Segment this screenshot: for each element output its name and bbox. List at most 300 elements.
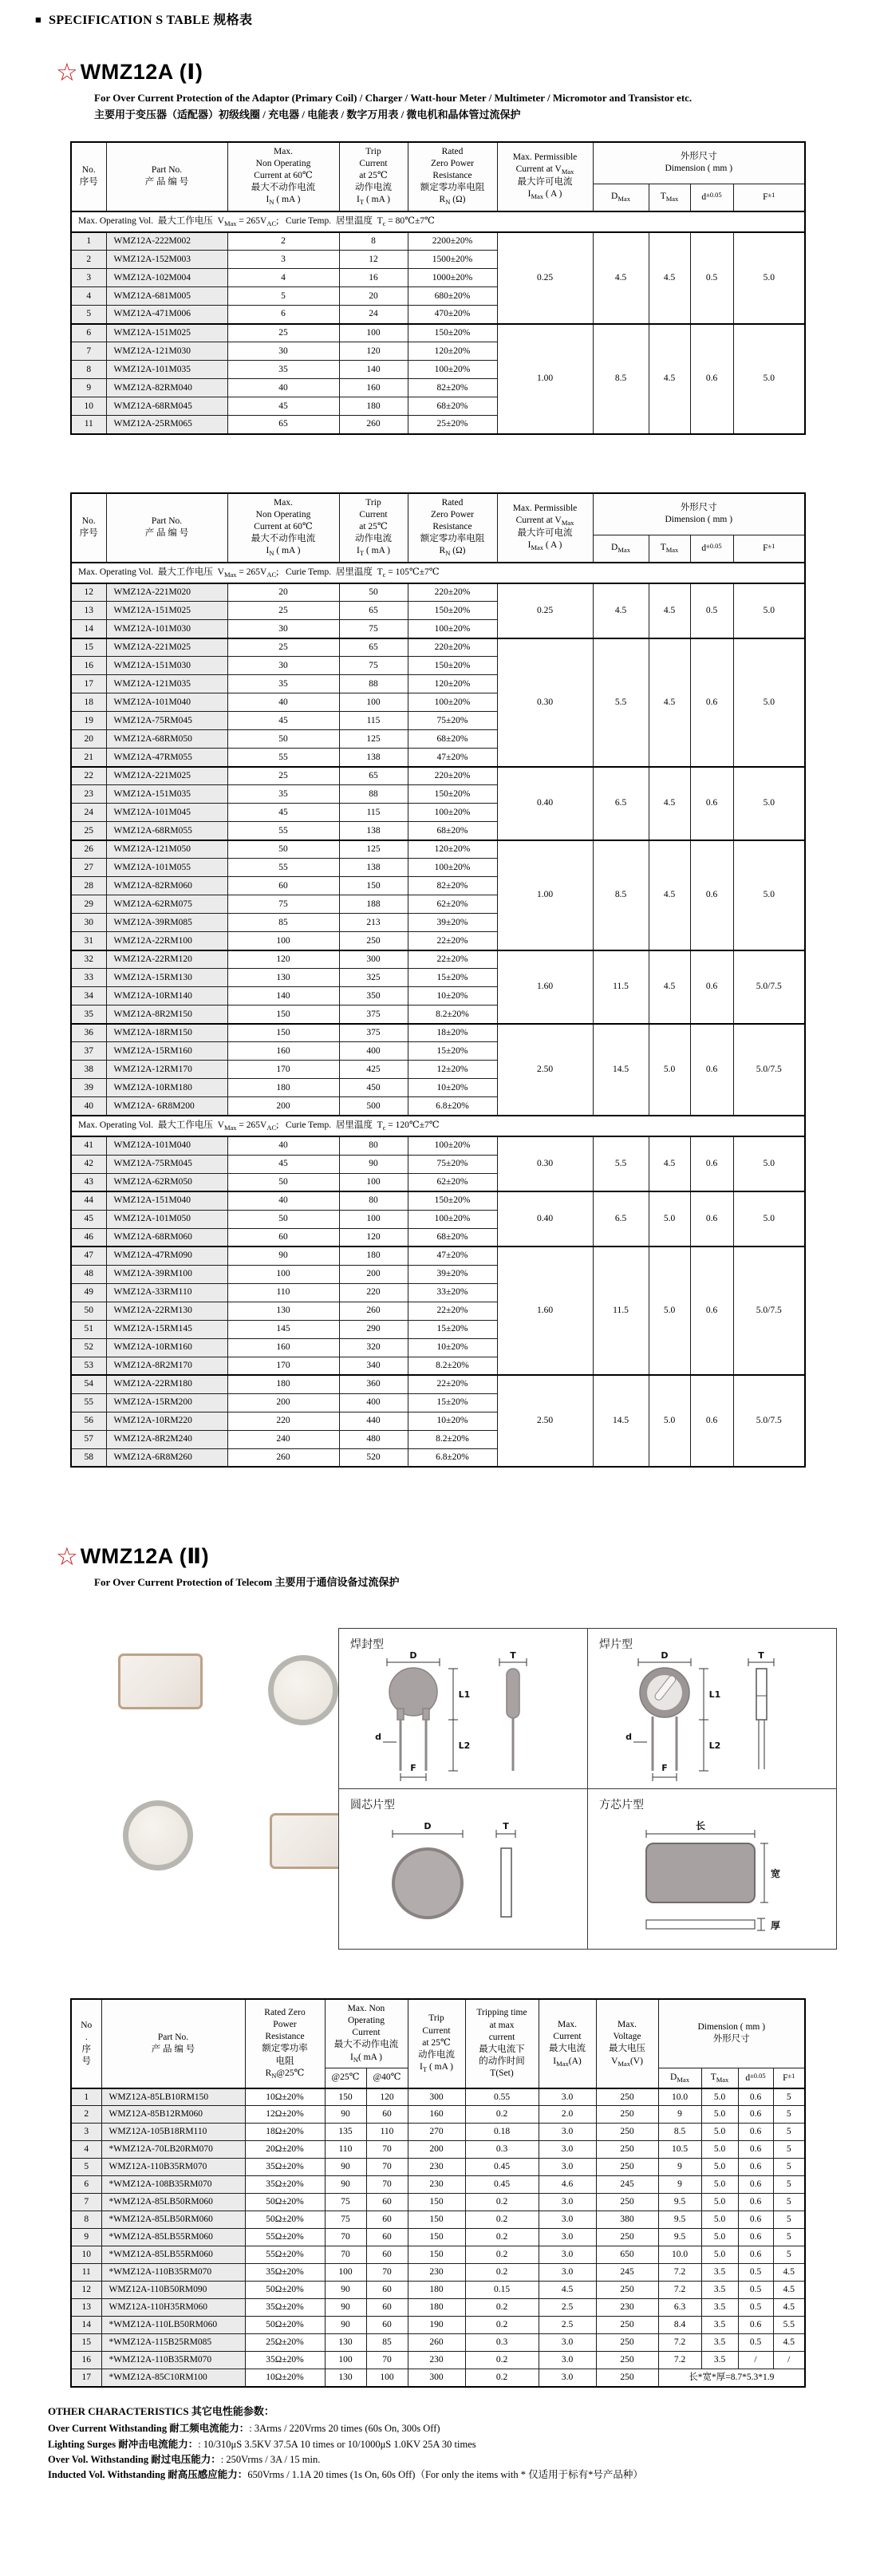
cell: 80 bbox=[339, 1191, 408, 1210]
row-no: 53 bbox=[71, 1357, 106, 1375]
cell: 75±20% bbox=[408, 712, 497, 730]
cell: 5 bbox=[773, 2211, 805, 2229]
table-row bbox=[71, 2229, 805, 2246]
merged-cell: 0.6 bbox=[690, 1191, 733, 1247]
table-row bbox=[71, 2352, 805, 2369]
cell: 50Ω±20% bbox=[245, 2211, 325, 2229]
part-no: WMZ12A-101M050 bbox=[106, 1210, 227, 1228]
part-no: WMZ12A-75RM045 bbox=[106, 1155, 227, 1173]
merged-cell: 0.6 bbox=[690, 1136, 733, 1191]
row-no: 46 bbox=[71, 1228, 106, 1247]
cell: 88 bbox=[339, 785, 408, 804]
cell: 25 bbox=[227, 324, 339, 342]
cell: 22±20% bbox=[408, 950, 497, 969]
part-no: WMZ12A-82RM040 bbox=[106, 379, 227, 397]
part-no: WMZ12A-39RM085 bbox=[106, 914, 227, 932]
cell: 65 bbox=[339, 602, 408, 620]
cell: 4.5 bbox=[539, 2282, 596, 2299]
col-at-40c: @40℃ bbox=[366, 2068, 408, 2088]
square-bullet-icon: ■ bbox=[35, 14, 42, 26]
merged-cell: 5.0/7.5 bbox=[733, 1247, 805, 1375]
cell: 68±20% bbox=[408, 397, 497, 416]
cell: 70 bbox=[366, 2176, 408, 2194]
part-no: WMZ12A-15RM200 bbox=[106, 1393, 227, 1412]
part-no: WMZ12A-101M035 bbox=[106, 361, 227, 379]
col-at-25c: @25℃ bbox=[325, 2068, 366, 2088]
part-no: *WMZ12A-85LB55RM060 bbox=[101, 2229, 245, 2246]
cell: 0.5 bbox=[738, 2282, 773, 2299]
cell: 40 bbox=[227, 379, 339, 397]
cell: 3.0 bbox=[539, 2334, 596, 2352]
cell: 8.5 bbox=[658, 2124, 701, 2141]
cell: / bbox=[738, 2352, 773, 2369]
row-no: 34 bbox=[71, 987, 106, 1006]
cell: 170 bbox=[227, 1061, 339, 1079]
spec-document bbox=[0, 10, 876, 2483]
col-rated-resistance: Rated Zero Power Resistance 额定零功率 电阻 $R_N@25℃$ bbox=[245, 1999, 325, 2088]
row-no: 52 bbox=[71, 1338, 106, 1357]
row-no: 29 bbox=[71, 895, 106, 914]
row-no: 17 bbox=[71, 2369, 101, 2387]
cell: 2200±20% bbox=[408, 232, 497, 251]
part-no: WMZ12A-62RM075 bbox=[106, 895, 227, 914]
cell: 250 bbox=[596, 2282, 658, 2299]
part-no: WMZ12A-22RM120 bbox=[106, 950, 227, 969]
section2-desc: For Over Current Protection of Telecom 主要用于通信设备过流保护 bbox=[94, 1576, 400, 1589]
cell: 70 bbox=[366, 2264, 408, 2282]
cell: 680±20% bbox=[408, 287, 497, 306]
row-no: 24 bbox=[71, 804, 106, 822]
table-note: Max. Operating Vol. 最大工作电压 $V_{Max} = 265V_{AC}$; Curie Temp. 居里温度 $T_c$ = 80℃±7℃ bbox=[71, 211, 805, 232]
cell: 1000±20% bbox=[408, 269, 497, 287]
row-no: 6 bbox=[71, 2176, 101, 2194]
cell: 110 bbox=[325, 2141, 366, 2159]
cell: 100±20% bbox=[408, 361, 497, 379]
cell: 200 bbox=[408, 2141, 465, 2159]
figures-area bbox=[70, 1628, 836, 1949]
cell: 300 bbox=[408, 2369, 465, 2387]
diagram-solder-seal-type bbox=[338, 1628, 588, 1789]
table1-header bbox=[71, 142, 805, 211]
part-no: WMZ12A-101M040 bbox=[106, 693, 227, 712]
cell: 25±20% bbox=[408, 416, 497, 434]
section2-description bbox=[94, 1574, 876, 1591]
cell: 68±20% bbox=[408, 822, 497, 840]
part-no: *WMZ12A-85C10RM100 bbox=[101, 2369, 245, 2387]
col-no: No. 序号 bbox=[71, 142, 106, 211]
cell: 3 bbox=[227, 251, 339, 269]
row-no: 8 bbox=[71, 361, 106, 379]
row-no: 56 bbox=[71, 1412, 106, 1430]
cell: 7.2 bbox=[658, 2334, 701, 2352]
cell: 230 bbox=[408, 2176, 465, 2194]
cell: 0.55 bbox=[465, 2088, 539, 2106]
cell: 270 bbox=[408, 2124, 465, 2141]
row-no: 37 bbox=[71, 1042, 106, 1061]
cell: 5.0 bbox=[701, 2246, 738, 2264]
col-dimension-group: 外形尺寸 Dimension ( mm ) bbox=[593, 493, 805, 535]
row-no: 3 bbox=[71, 269, 106, 287]
part-no: WMZ12A-22RM180 bbox=[106, 1375, 227, 1393]
cell: 3.0 bbox=[539, 2159, 596, 2176]
cell: / bbox=[773, 2352, 805, 2369]
row-no: 15 bbox=[71, 2334, 101, 2352]
cell: 10Ω±20% bbox=[245, 2369, 325, 2387]
cell: 55Ω±20% bbox=[245, 2246, 325, 2264]
cell: 60 bbox=[227, 1228, 339, 1247]
row-no: 28 bbox=[71, 877, 106, 895]
cell: 2.5 bbox=[539, 2299, 596, 2317]
table-row bbox=[71, 767, 805, 785]
dim-label-L1: L1 bbox=[708, 1689, 720, 1700]
cell: 300 bbox=[408, 2088, 465, 2106]
part-no: WMZ12A-151M025 bbox=[106, 602, 227, 620]
cell: 16 bbox=[339, 269, 408, 287]
cell: 0.5 bbox=[738, 2334, 773, 2352]
cell: 9 bbox=[658, 2176, 701, 2194]
merged-cell: 11.5 bbox=[593, 950, 649, 1024]
merged-cell: 5.0 bbox=[733, 840, 805, 950]
table3-header bbox=[71, 1999, 805, 2088]
table-row bbox=[71, 2141, 805, 2159]
cell: 0.6 bbox=[738, 2229, 773, 2246]
cell: 2.5 bbox=[539, 2317, 596, 2334]
cell: 5.0 bbox=[701, 2088, 738, 2106]
cell: 100 bbox=[339, 1173, 408, 1191]
merged-cell: 1.00 bbox=[497, 840, 593, 950]
cell: 3.5 bbox=[701, 2352, 738, 2369]
cell: 160 bbox=[339, 379, 408, 397]
cell: 60 bbox=[366, 2106, 408, 2124]
table2-body-120c bbox=[71, 1116, 805, 1467]
cell: 100±20% bbox=[408, 804, 497, 822]
cell: 0.45 bbox=[465, 2176, 539, 2194]
col-d: $d^{\pm 0.05}$ bbox=[690, 184, 733, 211]
table-note-row bbox=[71, 1116, 805, 1136]
merged-cell: 5.0 bbox=[649, 1024, 690, 1116]
cell: 650 bbox=[596, 2246, 658, 2264]
table-row bbox=[71, 2176, 805, 2194]
row-no: 18 bbox=[71, 693, 106, 712]
row-no: 26 bbox=[71, 840, 106, 859]
cell: 70 bbox=[366, 2352, 408, 2369]
cell: 10±20% bbox=[408, 1079, 497, 1097]
note-inducted-voltage: Inducted Vol. Withstanding 耐高压感应能力：650Vrms / 1.1A 20 times (1s On, 60s Off)（For only the items with * 仅适用于标有*号产品种） bbox=[48, 2469, 643, 2481]
cell: 3.0 bbox=[539, 2194, 596, 2211]
row-no: 2 bbox=[71, 2106, 101, 2124]
cell: 170 bbox=[227, 1357, 339, 1375]
table-row bbox=[71, 840, 805, 859]
cell: 250 bbox=[596, 2352, 658, 2369]
dim-label-D: D bbox=[423, 1820, 432, 1831]
col-max-voltage: Max. Voltage 最大电压 $V_{Max}(V)$ bbox=[596, 1999, 658, 2088]
cell: 0.6 bbox=[738, 2088, 773, 2106]
col-d: $d^{\pm 0.05}$ bbox=[690, 535, 733, 563]
cell: 30 bbox=[227, 342, 339, 361]
cell: 150±20% bbox=[408, 657, 497, 675]
col-trip-current: Trip Current at 25℃ 动作电流 $I_T$ ( mA ) bbox=[408, 1999, 465, 2088]
row-no: 25 bbox=[71, 822, 106, 840]
row-no: 44 bbox=[71, 1191, 106, 1210]
cell: 375 bbox=[339, 1006, 408, 1024]
note-over-voltage: Over Vol. Withstanding 耐过电压能力：: 250Vrms / 3A / 15 min. bbox=[48, 2453, 321, 2465]
cell: 90 bbox=[227, 1247, 339, 1265]
cell: 25 bbox=[227, 602, 339, 620]
cell: 250 bbox=[596, 2124, 658, 2141]
diagram-square-chip-type bbox=[587, 1788, 837, 1950]
cell: 35Ω±20% bbox=[245, 2352, 325, 2369]
cell: 39±20% bbox=[408, 1265, 497, 1283]
table-row bbox=[71, 2211, 805, 2229]
table-row bbox=[71, 2159, 805, 2176]
cell: 3.5 bbox=[701, 2299, 738, 2317]
merged-cell: 5.0 bbox=[733, 638, 805, 767]
col-dmax: $D_{Max}$ bbox=[658, 2068, 701, 2088]
merged-cell: 1.60 bbox=[497, 950, 593, 1024]
cell: 50 bbox=[339, 583, 408, 602]
part-no: *WMZ12A-85LB50RM060 bbox=[101, 2211, 245, 2229]
cell: 120 bbox=[227, 950, 339, 969]
cell: 9.5 bbox=[658, 2194, 701, 2211]
merged-cell: 5.0 bbox=[733, 767, 805, 840]
cell: 0.6 bbox=[738, 2124, 773, 2141]
cell: 180 bbox=[408, 2282, 465, 2299]
table-note-row bbox=[71, 563, 805, 583]
table-row bbox=[71, 232, 805, 251]
diagram-round-chip-type bbox=[338, 1788, 588, 1950]
part-no: WMZ12A-101M045 bbox=[106, 804, 227, 822]
cell: 380 bbox=[596, 2211, 658, 2229]
part-no: WMZ12A-101M030 bbox=[106, 620, 227, 638]
cell: 15±20% bbox=[408, 1042, 497, 1061]
merged-cell: 0.30 bbox=[497, 638, 593, 767]
cell: 9.5 bbox=[658, 2211, 701, 2229]
cell: 0.2 bbox=[465, 2317, 539, 2334]
merged-cell: 5.0 bbox=[733, 232, 805, 324]
row-no: 3 bbox=[71, 2124, 101, 2141]
photo-rect-chip bbox=[118, 1653, 203, 1709]
cell: 5.0 bbox=[701, 2176, 738, 2194]
cell: 2 bbox=[227, 232, 339, 251]
cell: 0.2 bbox=[465, 2352, 539, 2369]
cell: 160 bbox=[227, 1338, 339, 1357]
cell: 30 bbox=[227, 620, 339, 638]
merged-cell: 5.0/7.5 bbox=[733, 1375, 805, 1467]
part-no: WMZ12A-110B35RM070 bbox=[101, 2159, 245, 2176]
cell: 75±20% bbox=[408, 1155, 497, 1173]
cell: 22±20% bbox=[408, 1375, 497, 1393]
col-d: $d^{\pm 0.05}$ bbox=[738, 2068, 773, 2088]
dimension-diagrams bbox=[338, 1628, 836, 1949]
cell: 145 bbox=[227, 1320, 339, 1338]
cell: 0.5 bbox=[738, 2264, 773, 2282]
col-f: $F^{\pm 1}$ bbox=[773, 2068, 805, 2088]
cell: 85 bbox=[366, 2334, 408, 2352]
part-no: WMZ12A-25RM065 bbox=[106, 416, 227, 434]
cell: 8.2±20% bbox=[408, 1357, 497, 1375]
cell: 75 bbox=[325, 2211, 366, 2229]
cell: 3.0 bbox=[539, 2088, 596, 2106]
merged-cell: 4.5 bbox=[593, 232, 649, 324]
cell: 115 bbox=[339, 712, 408, 730]
merged-cell: 5.5 bbox=[593, 638, 649, 767]
cell: 90 bbox=[325, 2176, 366, 2194]
merged-cell: 0.6 bbox=[690, 840, 733, 950]
cell: 375 bbox=[339, 1024, 408, 1042]
dim-label-d: d bbox=[374, 1731, 381, 1742]
cell: 150 bbox=[408, 2246, 465, 2264]
cell: 180 bbox=[339, 397, 408, 416]
cell: 190 bbox=[408, 2317, 465, 2334]
square-chip-drawing bbox=[597, 1810, 828, 1946]
cell: 480 bbox=[339, 1430, 408, 1448]
part-no: WMZ12A-12RM170 bbox=[106, 1061, 227, 1079]
cell: 0.2 bbox=[465, 2211, 539, 2229]
col-dmax: $D_{Max}$ bbox=[593, 535, 649, 563]
cell: 125 bbox=[339, 730, 408, 749]
row-no: 5 bbox=[71, 306, 106, 324]
cell: 5.0 bbox=[701, 2159, 738, 2176]
cell: 5.5 bbox=[773, 2317, 805, 2334]
cell: 22±20% bbox=[408, 1302, 497, 1320]
cell: 250 bbox=[596, 2317, 658, 2334]
part-no: *WMZ12A-110B35RM070 bbox=[101, 2264, 245, 2282]
cell: 3.0 bbox=[539, 2141, 596, 2159]
row-no: 27 bbox=[71, 859, 106, 877]
cell: 520 bbox=[339, 1448, 408, 1467]
dim-label-d: d bbox=[625, 1731, 632, 1742]
table-row bbox=[71, 2334, 805, 2352]
cell: 40 bbox=[227, 693, 339, 712]
diagram-label: 焊片型 bbox=[599, 1638, 633, 1651]
cell: 5.0 bbox=[701, 2141, 738, 2159]
row-no: 19 bbox=[71, 712, 106, 730]
part-no: WMZ12A-39RM100 bbox=[106, 1265, 227, 1283]
cell: 500 bbox=[339, 1097, 408, 1116]
merged-cell: 5.0 bbox=[733, 324, 805, 434]
cell: 90 bbox=[325, 2282, 366, 2299]
cell: 60 bbox=[366, 2211, 408, 2229]
row-no: 9 bbox=[71, 379, 106, 397]
cell: 35Ω±20% bbox=[245, 2159, 325, 2176]
cell: 7.2 bbox=[658, 2282, 701, 2299]
part-no: WMZ12A-110H35RM060 bbox=[101, 2299, 245, 2317]
cell: 150±20% bbox=[408, 602, 497, 620]
cell: 100±20% bbox=[408, 693, 497, 712]
cell: 4.5 bbox=[773, 2299, 805, 2317]
cell: 4.5 bbox=[773, 2264, 805, 2282]
part-no: WMZ12A-22RM100 bbox=[106, 932, 227, 950]
cell: 3.0 bbox=[539, 2369, 596, 2387]
merged-cell: 4.5 bbox=[649, 767, 690, 840]
part-no: WMZ12A-22RM130 bbox=[106, 1302, 227, 1320]
solder-seal-drawing bbox=[348, 1650, 579, 1785]
section1-description bbox=[94, 90, 876, 124]
col-tripping-time: Tripping time at max current 最大电流下 的动作时间 T(Set) bbox=[465, 1999, 539, 2088]
cell: 240 bbox=[227, 1430, 339, 1448]
cell: 188 bbox=[339, 895, 408, 914]
row-no: 7 bbox=[71, 342, 106, 361]
col-dimension-group: 外形尺寸 Dimension ( mm ) bbox=[593, 142, 805, 184]
cell: 8.2±20% bbox=[408, 1006, 497, 1024]
cell: 250 bbox=[596, 2088, 658, 2106]
row-no: 2 bbox=[71, 251, 106, 269]
cell: 5.0 bbox=[701, 2229, 738, 2246]
cell: 0.6 bbox=[738, 2159, 773, 2176]
part-no: WMZ12A-68RM045 bbox=[106, 397, 227, 416]
cell: 180 bbox=[339, 1247, 408, 1265]
part-no: WMZ12A- 6R8M200 bbox=[106, 1097, 227, 1116]
cell: 260 bbox=[339, 1302, 408, 1320]
cell: 35Ω±20% bbox=[245, 2299, 325, 2317]
table-row bbox=[71, 1375, 805, 1393]
cell: 3.5 bbox=[701, 2282, 738, 2299]
part-no: WMZ12A-68RM060 bbox=[106, 1228, 227, 1247]
dim-label-F: F bbox=[661, 1762, 668, 1773]
cell: 55 bbox=[227, 749, 339, 767]
cell: 60 bbox=[366, 2229, 408, 2246]
part-no: WMZ12A-151M035 bbox=[106, 785, 227, 804]
merged-cell: 8.5 bbox=[593, 324, 649, 434]
part-no: WMZ12A-221M025 bbox=[106, 638, 227, 657]
cell: 15±20% bbox=[408, 1393, 497, 1412]
cell: 82±20% bbox=[408, 379, 497, 397]
diagram-solder-lug-type bbox=[587, 1628, 837, 1789]
part-no: WMZ12A-85B12RM060 bbox=[101, 2106, 245, 2124]
merged-cell: 6.5 bbox=[593, 767, 649, 840]
col-tmax: $T_{Max}$ bbox=[701, 2068, 738, 2088]
cell: 150 bbox=[408, 2229, 465, 2246]
table-row bbox=[71, 324, 805, 342]
cell: 75 bbox=[339, 620, 408, 638]
cell: 0.6 bbox=[738, 2246, 773, 2264]
cell: 0.2 bbox=[465, 2246, 539, 2264]
row-no: 31 bbox=[71, 932, 106, 950]
cell: 150 bbox=[408, 2211, 465, 2229]
part-no: WMZ12A-47RM090 bbox=[106, 1247, 227, 1265]
table-row bbox=[71, 1191, 805, 1210]
note-over-current: Over Current Withstanding 耐工频电流能力：: 3Arms / 220Vrms 20 times (60s On, 300s Off) bbox=[48, 2423, 440, 2435]
cell: 88 bbox=[339, 675, 408, 693]
cell: 0.15 bbox=[465, 2282, 539, 2299]
dim-label-T: T bbox=[509, 1650, 516, 1661]
dim-label-L2: L2 bbox=[458, 1740, 470, 1751]
cell: 20 bbox=[227, 583, 339, 602]
cell: 135 bbox=[325, 2124, 366, 2141]
cell: 50 bbox=[227, 840, 339, 859]
cell: 40 bbox=[227, 1191, 339, 1210]
dim-label-T: T bbox=[502, 1820, 509, 1831]
part-no: WMZ12A-222M002 bbox=[106, 232, 227, 251]
diagram-label: 焊封型 bbox=[350, 1638, 384, 1651]
cell: 65 bbox=[339, 638, 408, 657]
cell: 360 bbox=[339, 1375, 408, 1393]
row-no: 9 bbox=[71, 2229, 101, 2246]
part-no: WMZ12A-221M020 bbox=[106, 583, 227, 602]
row-no: 49 bbox=[71, 1283, 106, 1302]
part-no: *WMZ12A-115B25RM085 bbox=[101, 2334, 245, 2352]
cell: 3.0 bbox=[539, 2124, 596, 2141]
merged-cell: 5.0 bbox=[649, 1375, 690, 1467]
cell: 5 bbox=[773, 2124, 805, 2141]
cell: 60 bbox=[366, 2194, 408, 2211]
dim-label-width: 宽 bbox=[770, 1867, 780, 1879]
cell: 300 bbox=[339, 950, 408, 969]
cell: 0.2 bbox=[465, 2106, 539, 2124]
dim-label-T: T bbox=[757, 1650, 764, 1661]
row-no: 40 bbox=[71, 1097, 106, 1116]
cell: 290 bbox=[339, 1320, 408, 1338]
